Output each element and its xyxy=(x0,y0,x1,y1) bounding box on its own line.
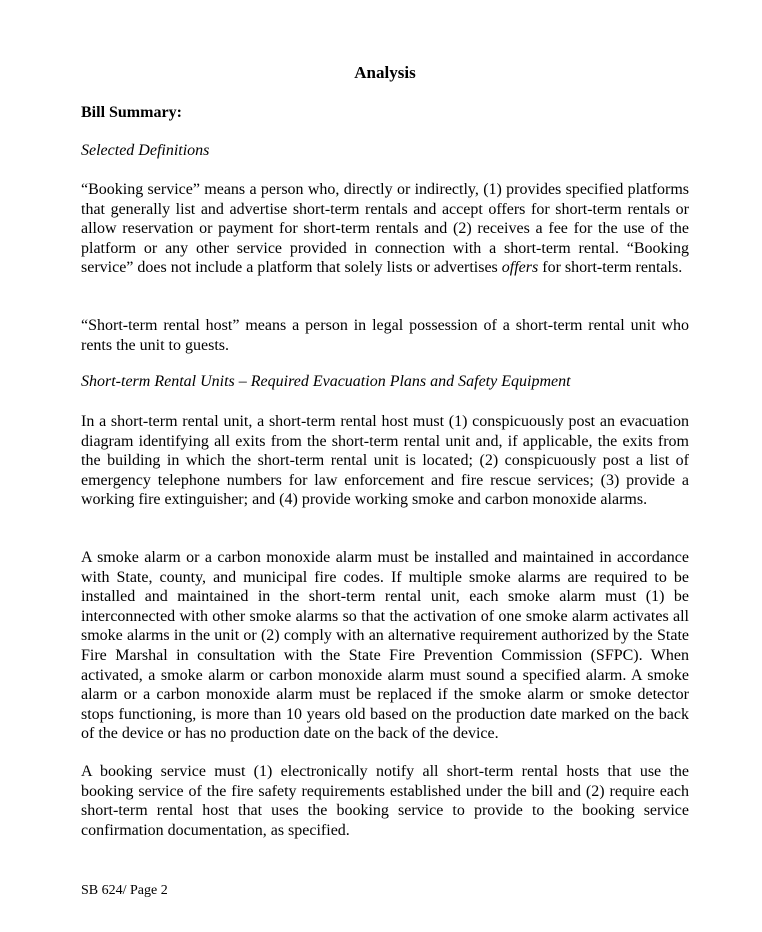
definition-text: “Booking service” means a person who, directly or indirectly, (1) provides specified platforms that generally list and advertise short-term rentals and accept offers for short-term rentals or allow reservation or payment for short-term rentals and (2) receives a fee for the use of the platform or any other service provided in connection with a short-term rental. “Booking service” does not include a platform that solely lists or advertises xyxy=(81,181,689,277)
subheading-definitions: Selected Definitions xyxy=(81,142,210,159)
subheading-evacuation-plans: Short-term Rental Units – Required Evacuation Plans and Safety Equipment xyxy=(81,373,571,390)
definition-emphasis: offers xyxy=(501,259,539,277)
paragraph-host-requirements: In a short-term rental unit, a short-term rental host must (1) conspicuously post an evacuation diagram identifying all exits from the short-term rental unit and, if applicable, the exits from the building in which the short-term rental unit is located; (2) conspicuously post a list of emergency telephone numbers for law enforcement and fire rescue services; (3) provide a working fire extinguisher; and (4) provide working smoke and carbon monoxide alarms. xyxy=(81,413,689,509)
definition-short-term-rental-host: “Short-term rental host” means a person in legal possession of a short-term rental unit who rents the unit to guests. xyxy=(81,317,689,354)
page-footer: SB 624/ Page 2 xyxy=(81,883,168,898)
page-title: Analysis xyxy=(354,63,416,82)
paragraph-alarm-requirements: A smoke alarm or a carbon monoxide alarm must be installed and maintained in accordance with State, county, and municipal fire codes. If multiple smoke alarms are required to be installed and maintained in the short-term rental unit, each smoke alarm must (1) be interconnected with other smoke alarms so that the activation of one smoke alarm activates all smoke alarms in the unit or (2) comply with an alternative requirement authorized by the State Fire Marshal in consultation with the State Fire Prevention Commission (SFPC). When activated, a smoke alarm or carbon monoxide alarm must sound a specified alarm. A smoke alarm or a carbon monoxide alarm must be replaced if the smoke alarm or smoke detector stops functioning, is more than 10 years old based on the production date marked on the back of the device or has no production date on the back of the device. xyxy=(81,549,689,743)
definition-text-end: for short-term rentals. xyxy=(538,259,683,277)
paragraph-booking-service: A booking service must (1) electronically notify all short-term rental hosts that use the booking service of the fire safety requirements established under the bill and (2) require each short-term rental host that uses the booking service to provide to the booking service confirmation documentation, as specified. xyxy=(81,763,689,839)
definition-booking-service xyxy=(81,180,689,278)
section-heading: Bill Summary: xyxy=(81,104,182,121)
